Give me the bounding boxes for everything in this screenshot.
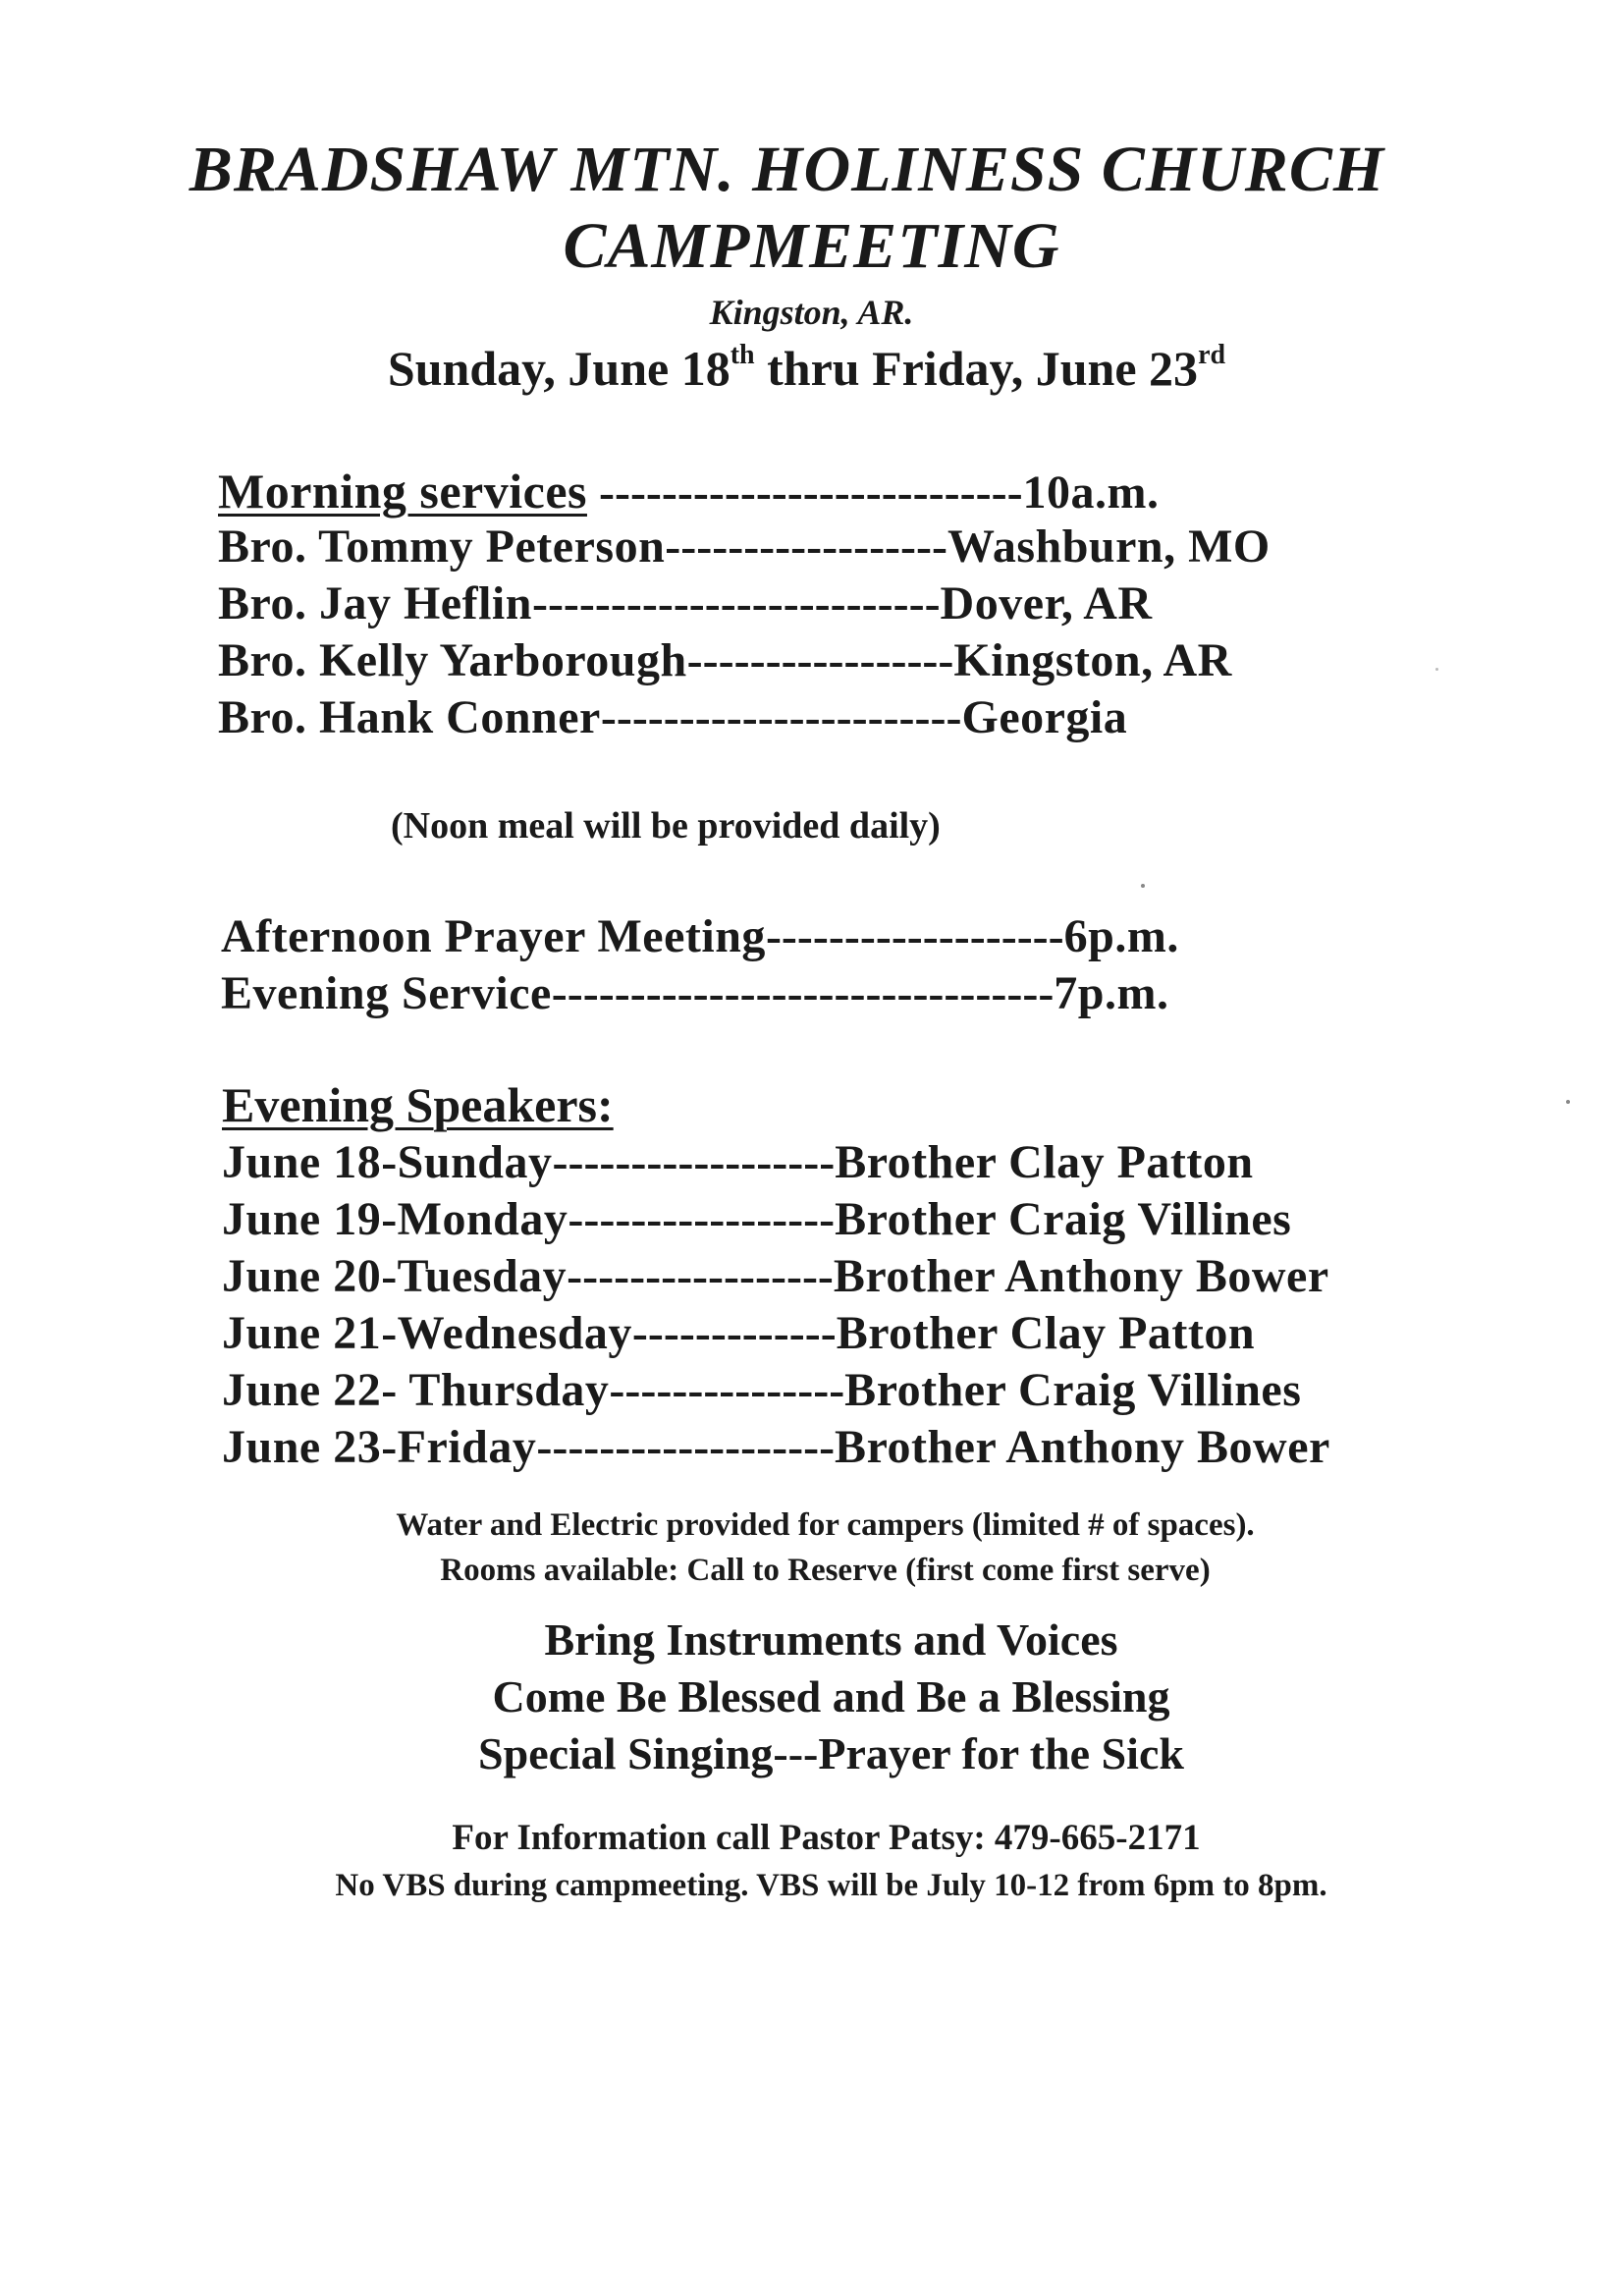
- morning-speaker-row: [218, 691, 1128, 743]
- morning-speaker-row: [218, 634, 1232, 686]
- date-range-end: thru Friday, June 23: [754, 341, 1199, 396]
- service-time-label: Afternoon Prayer Meeting: [221, 910, 766, 962]
- evening-speaker-day: June 22- Thursday: [222, 1364, 610, 1416]
- evening-speaker-name: Brother Clay Patton: [836, 1307, 1256, 1359]
- service-time-row: [221, 910, 1179, 962]
- evening-speaker-row: [222, 1193, 1292, 1245]
- camping-line-1: Water and Electric provided for campers (limited # of spaces).: [396, 1507, 1255, 1543]
- evening-speaker-name: Brother Anthony Bower: [833, 1250, 1329, 1302]
- evening-speaker-leader: ---------------: [609, 1364, 845, 1416]
- evening-speakers-heading: Evening Speakers:: [222, 1077, 614, 1132]
- slogan-line: Bring Instruments and Voices: [544, 1614, 1118, 1665]
- service-time-row: [221, 967, 1169, 1019]
- evening-speaker-row: [222, 1136, 1254, 1188]
- morning-speaker-name: Bro. Jay Heflin: [218, 577, 532, 629]
- evening-speaker-name: Brother Anthony Bower: [835, 1421, 1330, 1473]
- date-range-end-suffix: rd: [1198, 340, 1226, 370]
- scan-speck: [1566, 1100, 1570, 1104]
- scan-speck: [1435, 668, 1438, 671]
- evening-speaker-day: June 23-Friday: [222, 1421, 537, 1473]
- service-time-value: 7p.m.: [1054, 967, 1169, 1019]
- evening-speaker-name: Brother Clay Patton: [835, 1136, 1254, 1188]
- evening-speaker-row: [222, 1250, 1329, 1302]
- slogan-line: Come Be Blessed and Be a Blessing: [492, 1671, 1170, 1722]
- scan-speck: [1141, 884, 1145, 888]
- morning-speaker-row: [218, 520, 1271, 573]
- service-time-leader: -------------------: [765, 910, 1064, 962]
- title-line-1: BRADSHAW MTN. HOLINESS CHURCH: [189, 134, 1385, 205]
- morning-services-row: [218, 466, 1160, 517]
- morning-services-leader: ---------------------------: [586, 466, 1023, 519]
- morning-speaker-name: Bro. Hank Conner: [218, 691, 601, 743]
- vbs-note: No VBS during campmeeting. VBS will be July 10-12 from 6pm to 8pm.: [335, 1868, 1327, 1903]
- evening-speaker-leader: -----------------: [568, 1193, 836, 1245]
- morning-speaker-row: [218, 577, 1153, 629]
- morning-speaker-leader: --------------------------: [531, 577, 941, 629]
- evening-speaker-row: [222, 1307, 1256, 1359]
- morning-speaker-place: Dover, AR: [940, 577, 1153, 629]
- meal-note: (Noon meal will be provided daily): [391, 805, 941, 847]
- location: Kingston, AR.: [709, 293, 914, 332]
- evening-speaker-row: [222, 1421, 1330, 1473]
- morning-services-heading: Morning services: [218, 464, 587, 519]
- morning-services-time: 10a.m.: [1022, 466, 1160, 519]
- title-line-2: CAMPMEETING: [563, 210, 1060, 282]
- morning-speaker-name: Bro. Tommy Peterson: [218, 520, 666, 573]
- evening-speaker-day: June 19-Monday: [222, 1193, 568, 1245]
- evening-speaker-row: [222, 1364, 1302, 1416]
- evening-speaker-leader: -------------------: [536, 1421, 836, 1473]
- evening-speaker-name: Brother Craig Villines: [844, 1364, 1302, 1416]
- evening-speaker-day: June 18-Sunday: [222, 1136, 553, 1188]
- evening-speaker-leader: ------------------: [552, 1136, 836, 1188]
- service-time-label: Evening Service: [221, 967, 552, 1019]
- service-time-leader: --------------------------------: [551, 967, 1055, 1019]
- date-range-start-suffix: th: [730, 340, 755, 370]
- service-time-value: 6p.m.: [1063, 910, 1179, 962]
- morning-speaker-place: Kingston, AR: [953, 634, 1232, 686]
- camping-line-2: Rooms available: Call to Reserve (first come first serve): [440, 1553, 1211, 1588]
- morning-speaker-leader: -----------------------: [600, 691, 962, 743]
- evening-speaker-leader: -------------: [631, 1307, 837, 1359]
- morning-speaker-place: Washburn, MO: [947, 520, 1271, 573]
- morning-speaker-name: Bro. Kelly Yarborough: [218, 634, 687, 686]
- morning-speaker-leader: ------------------: [665, 520, 947, 573]
- slogan-line: Special Singing---Prayer for the Sick: [478, 1728, 1184, 1778]
- contact-line: For Information call Pastor Patsy: 479-665-2171: [452, 1818, 1201, 1858]
- morning-speaker-leader: -----------------: [686, 634, 954, 686]
- evening-speaker-leader: -----------------: [567, 1250, 834, 1302]
- evening-speaker-name: Brother Craig Villines: [835, 1193, 1292, 1245]
- morning-speaker-place: Georgia: [961, 691, 1128, 743]
- date-range: [0, 340, 1618, 396]
- evening-speaker-day: June 20-Tuesday: [222, 1250, 568, 1302]
- evening-speaker-day: June 21-Wednesday: [222, 1307, 632, 1359]
- date-range-start: Sunday, June 18: [387, 341, 730, 396]
